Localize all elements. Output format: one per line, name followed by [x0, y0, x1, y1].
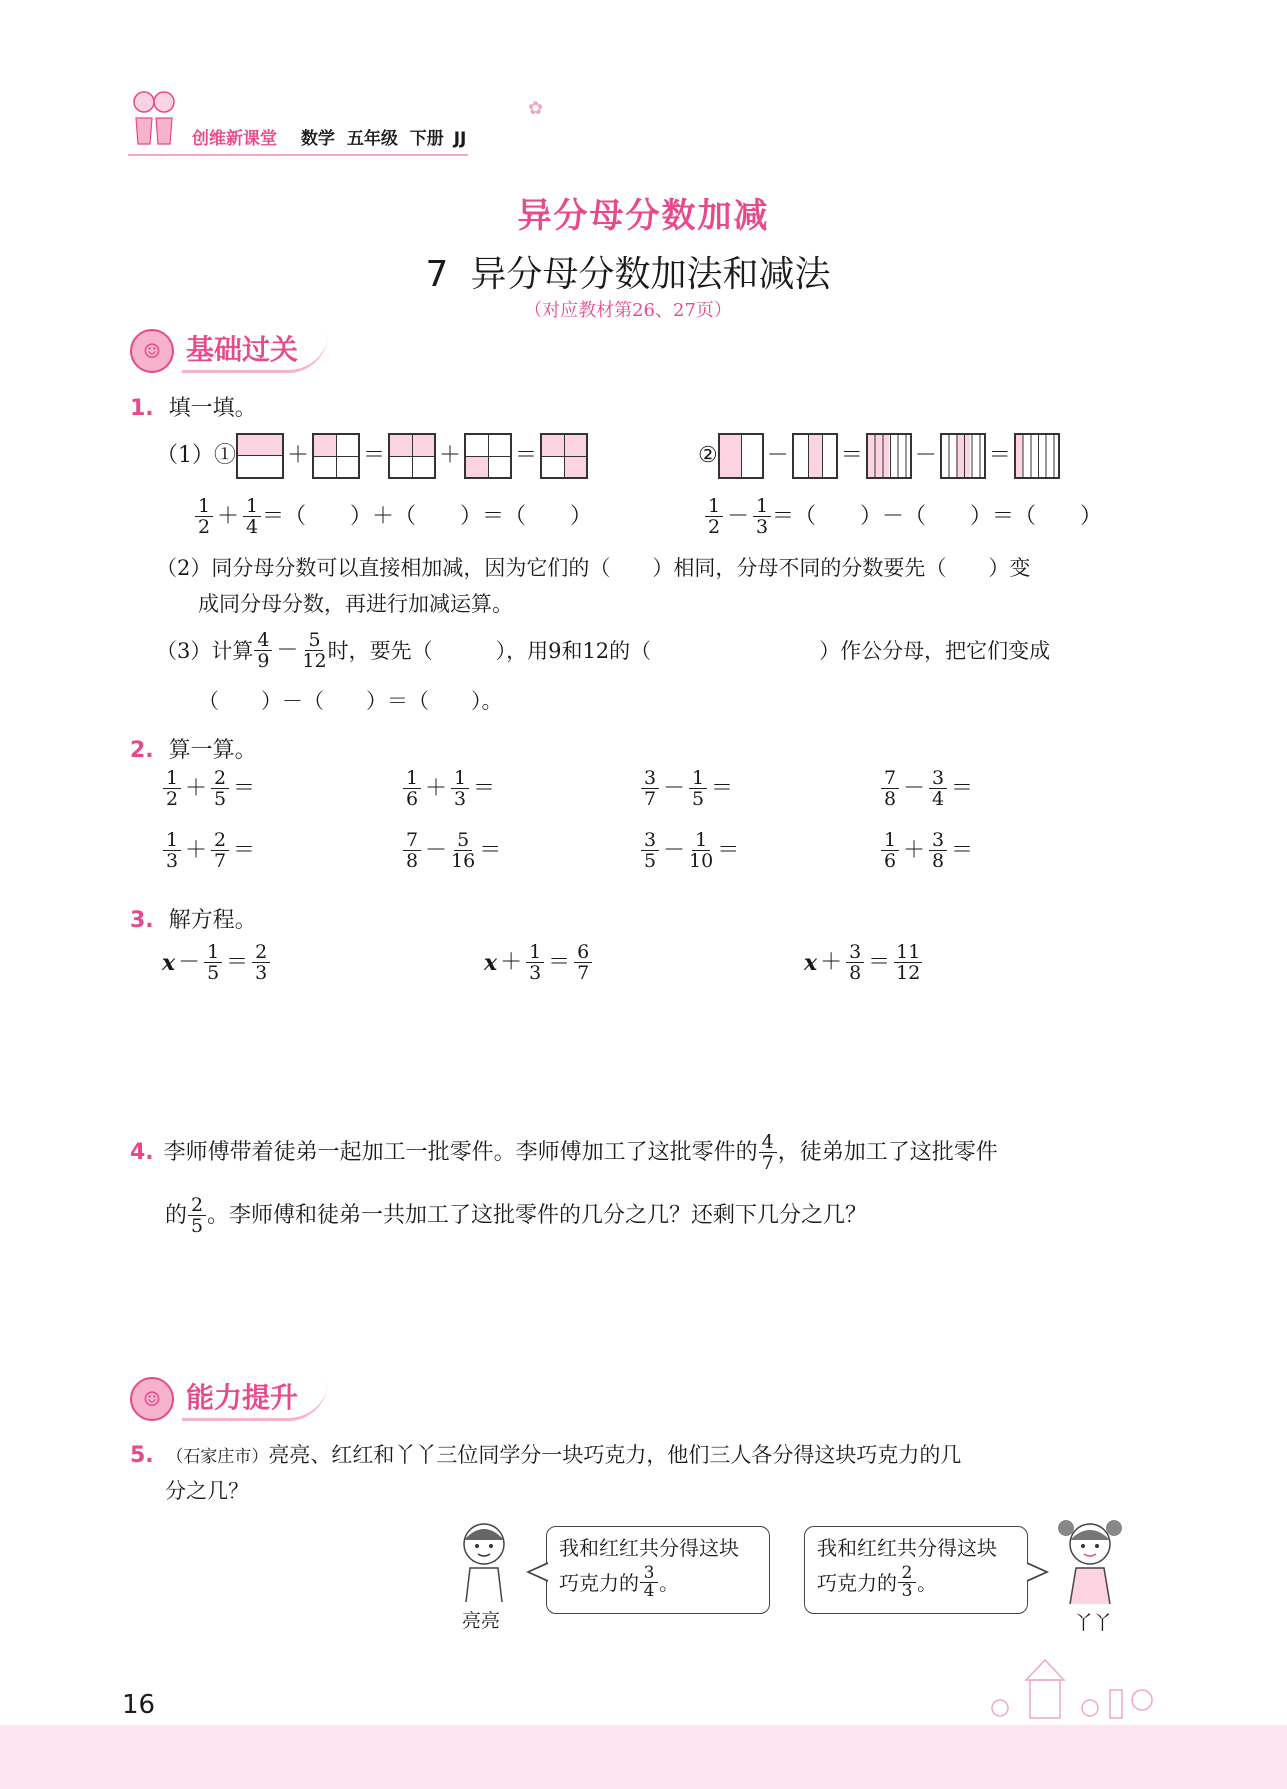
fraction: $\frac{1}{6}$ — [403, 768, 421, 809]
speech-bubble-girl — [804, 1526, 1028, 1614]
math-symbol: ＝ — [717, 837, 740, 863]
minus-sign: － — [276, 637, 299, 663]
fraction: $\frac{1}{4}$ — [243, 496, 261, 537]
q1-part4-post: 时，要先（ ），用9和12的（ ）作公分母，把它们变成 — [327, 638, 1051, 663]
bubble1-line2 — [559, 1565, 757, 1600]
math-symbol: ＋ — [903, 837, 926, 863]
fraction: $\frac{1}{3}$ — [753, 496, 771, 537]
math-symbol: ＝ — [951, 837, 974, 863]
fraction: $\frac{3}{8}$ — [846, 942, 864, 983]
q2-problem — [402, 830, 504, 871]
q1-part2-blanks: ＝（ ）－（ ）＝（ ） — [772, 503, 1103, 529]
q5-line1-text: 亮亮、红红和丫丫三位同学分一块巧克力，他们三人各分得这块巧克力的几 — [268, 1443, 962, 1467]
page-footer-band — [0, 1725, 1287, 1789]
fraction: $\frac{3}{5}$ — [641, 830, 659, 871]
q5-line2: 分之几？ — [165, 1479, 249, 1503]
fraction-grid-half — [236, 433, 284, 479]
fraction: $\frac{2}{3}$ — [898, 1565, 916, 1600]
section-basic-title: 基础过关 — [182, 328, 328, 373]
section-advanced — [130, 1376, 328, 1421]
equals-sign: ＝ — [988, 443, 1011, 468]
math-symbol: ＋ — [820, 949, 843, 975]
fraction: $\frac{1}{2}$ — [195, 496, 213, 537]
math-symbol: ＝ — [233, 837, 256, 863]
fraction-grid-three-quarters — [540, 433, 588, 479]
q1-part2-label: ② — [698, 443, 718, 468]
fraction: $\frac{7}{8}$ — [403, 830, 421, 871]
variable-x: x — [804, 949, 818, 976]
bubble2-line2 — [817, 1565, 1015, 1600]
lesson-title: 异分母分数加法和减法 — [470, 254, 831, 295]
header-grade: 五年级 — [346, 129, 398, 149]
fraction: $\frac{1}{2}$ — [163, 768, 181, 809]
q4-line2 — [165, 1195, 867, 1236]
fraction: $\frac{6}{7}$ — [574, 942, 592, 983]
fraction: $\frac{1}{3}$ — [451, 768, 469, 809]
variable-x: x — [162, 949, 176, 976]
strip-sixths-b — [940, 433, 986, 479]
bubble1-line1: 我和红红共分得这块 — [559, 1536, 739, 1560]
boy-avatar-icon: ☺ — [130, 1377, 174, 1421]
fraction: $\frac{5}{16}$ — [451, 829, 476, 872]
fraction: $\frac{2}{3}$ — [252, 942, 270, 983]
q1-part1-label: （1）① — [156, 443, 236, 468]
minus-sign: － — [766, 443, 789, 468]
math-symbol: － — [903, 775, 926, 801]
section-advanced-title: 能力提升 — [182, 1376, 328, 1421]
flower-icon: ✿ — [528, 98, 544, 119]
q1-part3-line2: 成同分母分数，再进行加减运算。 — [198, 592, 513, 616]
fraction: $\frac{2}{7}$ — [211, 830, 229, 871]
speech-bubble-boy — [546, 1526, 770, 1614]
plus-sign: ＋ — [439, 443, 462, 468]
q1-number: 1. — [130, 396, 154, 421]
q4-line2-pre: 的 — [165, 1202, 188, 1228]
q1-part1-blanks: ＝（ ）＋（ ）＝（ ） — [262, 503, 593, 529]
fraction: $\frac{4}{9}$ — [254, 630, 272, 671]
q5-line1 — [130, 1440, 961, 1472]
fraction: $\frac{1}{3}$ — [163, 830, 181, 871]
math-symbol: ＝ — [951, 775, 974, 801]
fraction: $\frac{3}{4}$ — [929, 768, 947, 809]
girl-avatar-icon: ☺ — [130, 329, 174, 373]
strip-sixths-a — [866, 433, 912, 479]
q1-part3-line1: （2）同分母分数可以直接相加减，因为它们的（ ）相同，分母不同的分数要先（ ）变 — [156, 556, 1031, 580]
math-symbol: ＋ — [425, 775, 448, 801]
q3-equation — [484, 942, 593, 983]
strip-thirds — [792, 433, 838, 479]
q5-number: 5. — [130, 1443, 154, 1468]
section-basic — [130, 328, 328, 373]
bubble2-text: 巧克力的 — [817, 1570, 897, 1595]
q3-equation — [804, 942, 923, 983]
textbook-reference: （对应教材第26、27页） — [524, 300, 732, 321]
fraction: $\frac{3}{4}$ — [640, 1565, 658, 1600]
math-symbol: ＝ — [711, 775, 734, 801]
q3-equation — [162, 942, 271, 983]
unit-title: 异分母分数加减 — [517, 196, 770, 236]
strip-halves — [718, 433, 764, 479]
variable-x: x — [484, 949, 498, 976]
math-symbol: ＝ — [233, 775, 256, 801]
lesson-number: 7 — [425, 254, 449, 295]
q2-problem — [162, 830, 258, 871]
q2-problem — [640, 830, 742, 871]
q4-number: 4. — [130, 1139, 154, 1165]
fraction: $\frac{7}{8}$ — [881, 768, 899, 809]
q4-line1-pre: 李师傅带着徒弟一起加工一批零件。李师傅加工了这批零件的 — [163, 1139, 758, 1165]
fraction: $\frac{1}{10}$ — [689, 829, 714, 872]
fraction: $\frac{2}{5}$ — [188, 1195, 206, 1236]
bubble2-end: 。 — [917, 1570, 937, 1595]
math-symbol: ＝ — [548, 949, 571, 975]
fraction: $\frac{11}{12}$ — [896, 941, 921, 984]
q1-part4-line2: （ ）－（ ）＝（ ）。 — [198, 689, 503, 713]
equals-sign: ＝ — [363, 443, 386, 468]
girl-name: 丫丫 — [1074, 1612, 1113, 1634]
plus-sign: ＋ — [287, 443, 310, 468]
fraction: $\frac{1}{3}$ — [526, 942, 544, 983]
math-symbol: ＝ — [473, 775, 496, 801]
q2-text: 算一算。 — [168, 738, 257, 763]
q2-heading — [130, 736, 257, 766]
strip-sixths-c — [1014, 433, 1060, 479]
header-brand: 创维新课堂 — [192, 129, 277, 149]
header-volume: 下册 — [409, 129, 444, 149]
q1-part2-equation — [704, 496, 1102, 537]
q1-part1-equation — [194, 496, 592, 537]
fraction-grid-one-quarter — [464, 433, 512, 479]
fraction: $\frac{3}{8}$ — [929, 830, 947, 871]
header-subject: 数学 — [300, 129, 335, 149]
fraction: $\frac{1}{2}$ — [705, 496, 723, 537]
q2-problem — [880, 768, 976, 809]
q2-problem — [880, 830, 976, 871]
fraction: $\frac{1}{5}$ — [204, 942, 222, 983]
q2-problem — [640, 768, 736, 809]
q1-part4-line1 — [156, 630, 1050, 671]
q2-problem — [402, 768, 498, 809]
equals-sign: ＝ — [840, 443, 863, 468]
math-symbol: ＝ — [868, 949, 891, 975]
q1-part4-pre: （3）计算 — [156, 638, 254, 663]
fraction: $\frac{2}{5}$ — [211, 768, 229, 809]
header-edition: JJ — [453, 129, 467, 149]
fraction: $\frac{5}{12}$ — [302, 629, 327, 672]
q3-number: 3. — [130, 908, 154, 933]
header-bar — [128, 124, 468, 156]
plus-sign: ＋ — [217, 503, 240, 529]
bubble1-end: 。 — [659, 1570, 679, 1595]
q4-line2-post: 。李师傅和徒弟一共加工了这批零件的几分之几？还剩下几分之几？ — [207, 1202, 868, 1228]
math-symbol: － — [178, 949, 201, 975]
minus-sign: － — [914, 443, 937, 468]
q4-line1 — [130, 1132, 998, 1173]
bubble2-tail-fill — [1027, 1564, 1045, 1580]
q1-text: 填一填。 — [168, 396, 257, 421]
bubble2-line1: 我和红红共分得这块 — [817, 1536, 997, 1560]
q1-part1-diagram — [156, 433, 588, 479]
q3-heading — [130, 906, 257, 936]
boy-name: 亮亮 — [462, 1610, 501, 1632]
math-symbol: － — [663, 775, 686, 801]
page-number: 16 — [122, 1690, 156, 1720]
fraction: $\frac{1}{5}$ — [689, 768, 707, 809]
castle-decoration-icon — [990, 1650, 1160, 1720]
q4-line1-post: ，徒弟加工了这批零件 — [777, 1139, 998, 1165]
math-symbol: ＝ — [479, 837, 502, 863]
fraction: $\frac{1}{6}$ — [881, 830, 899, 871]
q2-number: 2. — [130, 738, 154, 763]
q3-text: 解方程。 — [168, 908, 257, 933]
fraction-grid-quarter — [312, 433, 360, 479]
fraction: $\frac{3}{7}$ — [641, 768, 659, 809]
math-symbol: ＝ — [226, 949, 249, 975]
girl-figure-icon — [1054, 1514, 1126, 1604]
equals-sign: ＝ — [515, 443, 538, 468]
math-symbol: － — [425, 837, 448, 863]
fraction-grid-two-quarters — [388, 433, 436, 479]
minus-sign: － — [727, 503, 750, 529]
bubble1-text: 巧克力的 — [559, 1570, 639, 1595]
q1-heading — [130, 394, 257, 424]
fraction: $\frac{4}{7}$ — [759, 1132, 777, 1173]
q5-source: （石家庄市） — [166, 1447, 269, 1467]
math-symbol: ＋ — [185, 837, 208, 863]
math-symbol: ＋ — [500, 949, 523, 975]
math-symbol: － — [663, 837, 686, 863]
q2-problem — [162, 768, 258, 809]
boy-figure-icon — [452, 1518, 516, 1602]
bubble1-tail-fill — [530, 1564, 548, 1580]
math-symbol: ＋ — [185, 775, 208, 801]
q1-part2-diagram — [698, 433, 1060, 479]
lesson-title-row — [0, 246, 1256, 297]
